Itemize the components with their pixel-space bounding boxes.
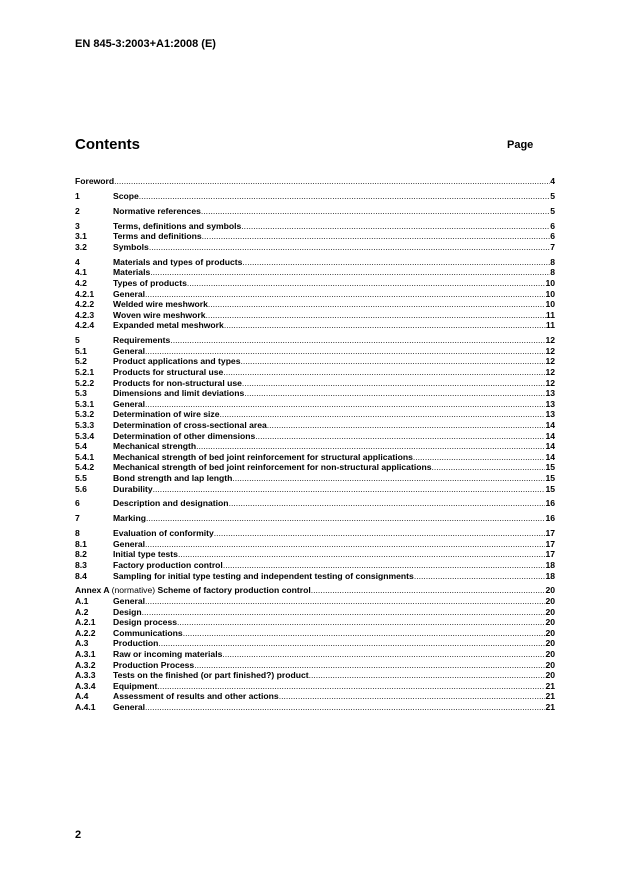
toc-entry[interactable] xyxy=(75,560,555,571)
toc-page-number: 12 xyxy=(545,345,555,356)
dot-leader xyxy=(413,452,546,463)
dot-leader xyxy=(431,462,545,473)
toc-title: Raw or incoming materials xyxy=(113,649,223,660)
toc-entry[interactable] xyxy=(75,539,555,550)
toc-entry[interactable] xyxy=(75,585,555,596)
toc-title: Communications xyxy=(113,627,183,638)
toc-title: Dimensions and limit deviations xyxy=(113,388,245,399)
toc-title: Types of products xyxy=(113,277,187,288)
toc-title: Scope xyxy=(113,190,139,201)
toc-entry[interactable] xyxy=(75,335,555,346)
toc-entry[interactable] xyxy=(75,528,555,539)
toc-number: 8.3 xyxy=(75,559,87,570)
toc-number: A.2 xyxy=(75,606,89,617)
toc-number: 5.6 xyxy=(75,483,87,494)
toc-page-number: 20 xyxy=(545,649,555,660)
toc-number: 5.2 xyxy=(75,356,87,367)
toc-number: 5.3.3 xyxy=(75,419,95,430)
toc-number: 2 xyxy=(75,205,80,216)
toc-number: 8.4 xyxy=(75,570,87,581)
toc-entry[interactable] xyxy=(75,607,555,618)
toc-page-number: 12 xyxy=(545,335,555,346)
dot-leader xyxy=(153,484,546,495)
toc-title: General xyxy=(113,701,146,712)
toc-entry[interactable] xyxy=(75,231,555,242)
toc-entry[interactable] xyxy=(75,289,555,300)
toc-page-number: 14 xyxy=(545,430,555,441)
toc-title: Evaluation of conformity xyxy=(113,528,214,539)
dot-leader xyxy=(241,356,546,367)
dot-leader xyxy=(194,660,545,671)
toc-number: 8 xyxy=(75,528,80,539)
toc-title: Foreword xyxy=(75,176,115,186)
toc-page-number: 15 xyxy=(545,472,555,483)
toc-entry[interactable] xyxy=(75,206,555,217)
toc-entry[interactable] xyxy=(75,670,555,681)
dot-leader xyxy=(145,539,545,550)
toc-number: 5.2.2 xyxy=(75,377,95,388)
toc-page-number: 4 xyxy=(550,176,555,186)
toc-page-number: 5 xyxy=(550,205,555,216)
toc-page-number: 11 xyxy=(545,320,555,331)
toc-page-number: 11 xyxy=(545,309,555,320)
toc-entry[interactable] xyxy=(75,356,555,367)
toc-entry[interactable] xyxy=(75,649,555,660)
toc-entry[interactable] xyxy=(75,409,555,420)
toc-title: Terms and definitions xyxy=(113,231,202,242)
toc-entry[interactable] xyxy=(75,278,555,289)
toc-title: General xyxy=(113,288,146,299)
toc-number: 5.3.2 xyxy=(75,409,95,420)
toc-number: 5.3.1 xyxy=(75,398,95,409)
toc-title: Design process xyxy=(113,617,177,628)
toc-page-number: 17 xyxy=(545,549,555,560)
toc-page-number: 20 xyxy=(545,617,555,628)
toc-page-number: 13 xyxy=(545,398,555,409)
dot-leader xyxy=(145,702,545,713)
dot-leader xyxy=(414,571,546,582)
contents-page-label: Page xyxy=(507,139,534,151)
toc-number: 5.4 xyxy=(75,441,87,452)
document-header: EN 845-3:2003+A1:2008 (E) xyxy=(75,38,216,50)
dot-leader xyxy=(244,388,545,399)
toc-entry[interactable] xyxy=(75,378,555,389)
toc-title: Product applications and types xyxy=(113,356,241,367)
toc-number: A.1 xyxy=(75,596,89,607)
dot-leader xyxy=(232,473,545,484)
dot-leader xyxy=(206,310,546,321)
toc-page-number: 15 xyxy=(545,483,555,494)
toc-number: 5.5 xyxy=(75,472,87,483)
toc-title: General xyxy=(113,596,146,607)
toc-number: A.3.3 xyxy=(75,670,96,681)
toc-title: General xyxy=(113,398,146,409)
toc-entry[interactable] xyxy=(75,191,555,202)
toc-title: Determination of other dimensions xyxy=(113,430,256,441)
dot-leader xyxy=(223,560,546,571)
toc-title: Marking xyxy=(113,513,146,524)
toc-page-number: 18 xyxy=(545,570,555,581)
toc-number: 4.2 xyxy=(75,277,87,288)
toc-page-number: 18 xyxy=(545,559,555,570)
toc-entry[interactable] xyxy=(75,571,555,582)
toc-entry[interactable] xyxy=(75,367,555,378)
toc-title: Bond strength and lap length xyxy=(113,472,233,483)
toc-title: Initial type tests xyxy=(113,549,178,560)
toc-page-number: 13 xyxy=(545,409,555,420)
toc-entry[interactable] xyxy=(75,221,555,232)
toc-number: 1 xyxy=(75,190,80,201)
toc-title: Products for structural use xyxy=(113,366,224,377)
toc-title: Expanded metal meshwork xyxy=(113,320,224,331)
toc-page-number: 10 xyxy=(545,277,555,288)
toc-page-number: 14 xyxy=(545,441,555,452)
toc-number: 3 xyxy=(75,220,80,231)
annex-label: Annex A xyxy=(75,585,110,596)
dot-leader xyxy=(229,498,546,509)
toc-page-number: 17 xyxy=(545,528,555,539)
toc-page-number: 5 xyxy=(550,190,555,201)
dot-leader xyxy=(145,346,545,357)
dot-leader xyxy=(267,420,546,431)
page-number: 2 xyxy=(75,829,82,841)
toc-title: Mechanical strength of bed joint reinforcement for structural applications xyxy=(113,451,413,462)
toc-title: Equipment xyxy=(113,680,158,691)
annex-qualifier: (normative) xyxy=(111,585,156,596)
toc-page-number: 21 xyxy=(545,701,555,712)
dot-leader xyxy=(145,289,545,300)
toc-entry[interactable] xyxy=(75,176,555,187)
toc-entry[interactable] xyxy=(75,320,555,331)
dot-leader xyxy=(242,257,550,268)
toc-entry[interactable] xyxy=(75,596,555,607)
toc-page-number: 20 xyxy=(545,596,555,607)
toc-title: Requirements xyxy=(113,335,171,346)
toc-number: 5.3.4 xyxy=(75,430,95,441)
toc-entry[interactable] xyxy=(75,638,555,649)
toc-entry[interactable] xyxy=(75,299,555,310)
toc-title: Symbols xyxy=(113,241,149,252)
toc-title: Durability xyxy=(113,483,153,494)
toc-number: 4 xyxy=(75,256,80,267)
toc-entry[interactable] xyxy=(75,346,555,357)
toc-title: Terms, definitions and symbols xyxy=(113,220,242,231)
toc-entry[interactable] xyxy=(75,484,555,495)
toc-page-number: 20 xyxy=(545,638,555,649)
toc-page-number: 20 xyxy=(545,659,555,670)
toc-page-number: 20 xyxy=(545,627,555,638)
toc-title: Welded wire meshwork xyxy=(113,299,208,310)
dot-leader xyxy=(146,513,545,524)
toc-page-number: 21 xyxy=(545,680,555,691)
toc-number: A.3.4 xyxy=(75,680,96,691)
toc-entry[interactable] xyxy=(75,628,555,639)
toc-page-number: 20 xyxy=(545,606,555,617)
toc-title: Determination of cross-sectional area xyxy=(113,419,267,430)
toc-number: A.2.2 xyxy=(75,627,96,638)
toc-entry[interactable] xyxy=(75,691,555,702)
toc-number: A.3.2 xyxy=(75,659,96,670)
toc-number: 3.2 xyxy=(75,241,87,252)
toc-title: General xyxy=(113,538,146,549)
toc-entry[interactable] xyxy=(75,681,555,692)
dot-leader xyxy=(223,367,545,378)
toc-page-number: 8 xyxy=(550,256,555,267)
dot-leader xyxy=(150,267,550,278)
toc-number: 5.4.1 xyxy=(75,451,95,462)
toc-page-number: 13 xyxy=(545,388,555,399)
toc-title: Production Process xyxy=(113,659,195,670)
toc-entry[interactable] xyxy=(75,617,555,628)
toc-entry[interactable] xyxy=(75,399,555,410)
toc-title: Tests on the finished (or part finished?) product xyxy=(113,670,309,681)
toc-number: 5 xyxy=(75,335,80,346)
dot-leader xyxy=(177,617,545,628)
dot-leader xyxy=(208,299,546,310)
toc-entry[interactable] xyxy=(75,549,555,560)
toc-page-number: 16 xyxy=(545,498,555,509)
dot-leader xyxy=(139,191,550,202)
dot-leader xyxy=(145,596,545,607)
dot-leader xyxy=(157,681,545,692)
toc-entry[interactable] xyxy=(75,660,555,671)
toc-number: 3.1 xyxy=(75,231,87,242)
toc-title: Design xyxy=(113,606,142,617)
dot-leader xyxy=(201,206,550,217)
toc-entry[interactable] xyxy=(75,498,555,509)
toc-page-number: 7 xyxy=(550,241,555,252)
dot-leader xyxy=(311,585,546,596)
toc-entry[interactable] xyxy=(75,702,555,713)
toc-number: 6 xyxy=(75,498,80,509)
toc-number: 5.1 xyxy=(75,345,87,356)
toc-entry[interactable] xyxy=(75,462,555,473)
toc-number: 8.1 xyxy=(75,538,87,549)
dot-leader xyxy=(241,221,550,232)
toc-entry[interactable] xyxy=(75,441,555,452)
toc-number: 7 xyxy=(75,513,80,524)
toc-number: 4.2.1 xyxy=(75,288,95,299)
toc-page-number: 12 xyxy=(545,377,555,388)
toc-entry[interactable] xyxy=(75,388,555,399)
toc-title: Mechanical strength of bed joint reinforcement for non-structural applications xyxy=(113,462,432,473)
toc-title: Products for non-structural use xyxy=(113,377,242,388)
dot-leader xyxy=(114,176,550,187)
contents-title: Contents xyxy=(75,136,140,153)
toc-number: 5.2.1 xyxy=(75,366,95,377)
toc-title: Sampling for initial type testing and independent testing of consignments xyxy=(113,570,414,581)
toc-title: Description and designation xyxy=(113,498,229,509)
table-of-contents xyxy=(75,176,555,713)
toc-page-number: 6 xyxy=(550,231,555,242)
toc-page-number: 10 xyxy=(545,288,555,299)
toc-entry[interactable] xyxy=(75,452,555,463)
toc-number: A.4.1 xyxy=(75,701,96,712)
toc-title: Assessment of results and other actions xyxy=(113,691,279,702)
toc-title: Mechanical strength xyxy=(113,441,197,452)
toc-title: General xyxy=(113,345,146,356)
toc-entry[interactable] xyxy=(75,431,555,442)
toc-title: Woven wire meshwork xyxy=(113,309,206,320)
toc-number: 5.4.2 xyxy=(75,462,95,473)
toc-page-number: 14 xyxy=(545,451,555,462)
toc-page-number: 20 xyxy=(545,670,555,681)
toc-title: Determination of wire size xyxy=(113,409,220,420)
dot-leader xyxy=(222,649,545,660)
toc-number: A.4 xyxy=(75,691,89,702)
toc-page-number: 14 xyxy=(545,419,555,430)
dot-leader xyxy=(242,378,546,389)
toc-entry[interactable] xyxy=(75,267,555,278)
toc-page-number: 21 xyxy=(545,691,555,702)
toc-title: Materials xyxy=(113,267,151,278)
dot-leader xyxy=(187,278,546,289)
toc-entry[interactable] xyxy=(75,473,555,484)
toc-page-number: 12 xyxy=(545,366,555,377)
toc-number: 8.2 xyxy=(75,549,87,560)
toc-page-number: 15 xyxy=(545,462,555,473)
toc-entry[interactable] xyxy=(75,513,555,524)
toc-title: Production xyxy=(113,638,159,649)
toc-number: 5.3 xyxy=(75,388,87,399)
dot-leader xyxy=(178,549,545,560)
toc-annex-title xyxy=(75,585,311,596)
toc-title: Materials and types of products xyxy=(113,256,243,267)
toc-number: 4.1 xyxy=(75,267,87,278)
dot-leader xyxy=(279,691,546,702)
dot-leader xyxy=(309,670,546,681)
toc-page-number: 16 xyxy=(545,513,555,524)
toc-entry[interactable] xyxy=(75,257,555,268)
toc-number: A.2.1 xyxy=(75,617,96,628)
toc-number: 4.2.3 xyxy=(75,309,95,320)
toc-page-number: 10 xyxy=(545,299,555,310)
toc-title: Factory production control xyxy=(113,559,223,570)
toc-entry[interactable] xyxy=(75,242,555,253)
dot-leader xyxy=(183,628,546,639)
toc-number: A.3 xyxy=(75,638,89,649)
dot-leader xyxy=(214,528,546,539)
dot-leader xyxy=(220,409,546,420)
toc-page-number: 6 xyxy=(550,220,555,231)
dot-leader xyxy=(202,231,551,242)
dot-leader xyxy=(224,320,546,331)
toc-number: 4.2.4 xyxy=(75,320,95,331)
dot-leader xyxy=(142,607,546,618)
toc-page-number: 20 xyxy=(545,585,555,596)
toc-entry[interactable] xyxy=(75,420,555,431)
annex-title: Scheme of factory production control xyxy=(157,585,311,596)
dot-leader xyxy=(145,399,545,410)
dot-leader xyxy=(170,335,545,346)
toc-number: 4.2.2 xyxy=(75,299,95,310)
dot-leader xyxy=(149,242,550,253)
toc-title: Normative references xyxy=(113,205,201,216)
toc-number: A.3.1 xyxy=(75,649,96,660)
dot-leader xyxy=(255,431,545,442)
dot-leader xyxy=(196,441,545,452)
toc-page-number: 12 xyxy=(545,356,555,367)
toc-page-number: 17 xyxy=(545,538,555,549)
dot-leader xyxy=(158,638,545,649)
toc-page-number: 8 xyxy=(550,267,555,278)
toc-entry[interactable] xyxy=(75,310,555,321)
